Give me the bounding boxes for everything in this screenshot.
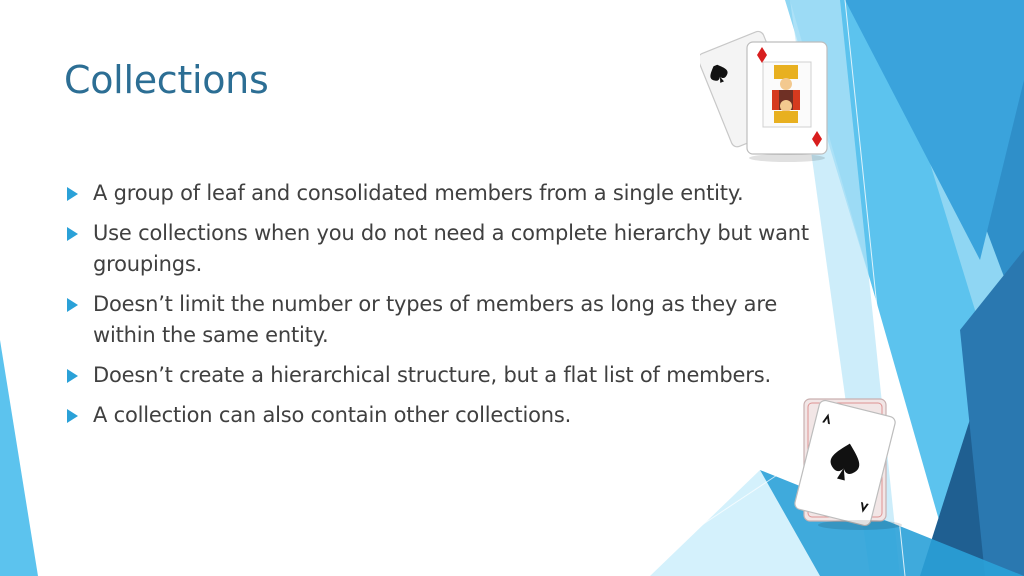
triangle-bullet-icon bbox=[67, 227, 78, 241]
bullet-text: A group of leaf and consolidated members from a single entity. bbox=[93, 181, 744, 205]
bullet-text: Use collections when you do not need a complete hierarchy but want groupings. bbox=[93, 221, 809, 276]
triangle-bullet-icon bbox=[67, 187, 78, 201]
cards-ace-of-spades-icon bbox=[790, 393, 915, 533]
bullet-item bbox=[64, 360, 834, 391]
bullet-text: Doesn’t limit the number or types of members as long as they are within the same entity. bbox=[93, 292, 778, 347]
slide-title: Collections bbox=[64, 58, 269, 102]
triangle-bullet-icon bbox=[67, 369, 78, 383]
bullet-item bbox=[64, 289, 834, 351]
bullet-text: Doesn’t create a hierarchical structure, but a flat list of members. bbox=[93, 363, 771, 387]
cards-king-of-diamonds-icon bbox=[700, 18, 835, 163]
bullet-item bbox=[64, 400, 834, 431]
bullet-item bbox=[64, 218, 834, 280]
triangle-bullet-icon bbox=[67, 409, 78, 423]
triangle-bullet-icon bbox=[67, 298, 78, 312]
bullet-list bbox=[64, 178, 834, 440]
bullet-text: A collection can also contain other collections. bbox=[93, 403, 572, 427]
bullet-item bbox=[64, 178, 834, 209]
